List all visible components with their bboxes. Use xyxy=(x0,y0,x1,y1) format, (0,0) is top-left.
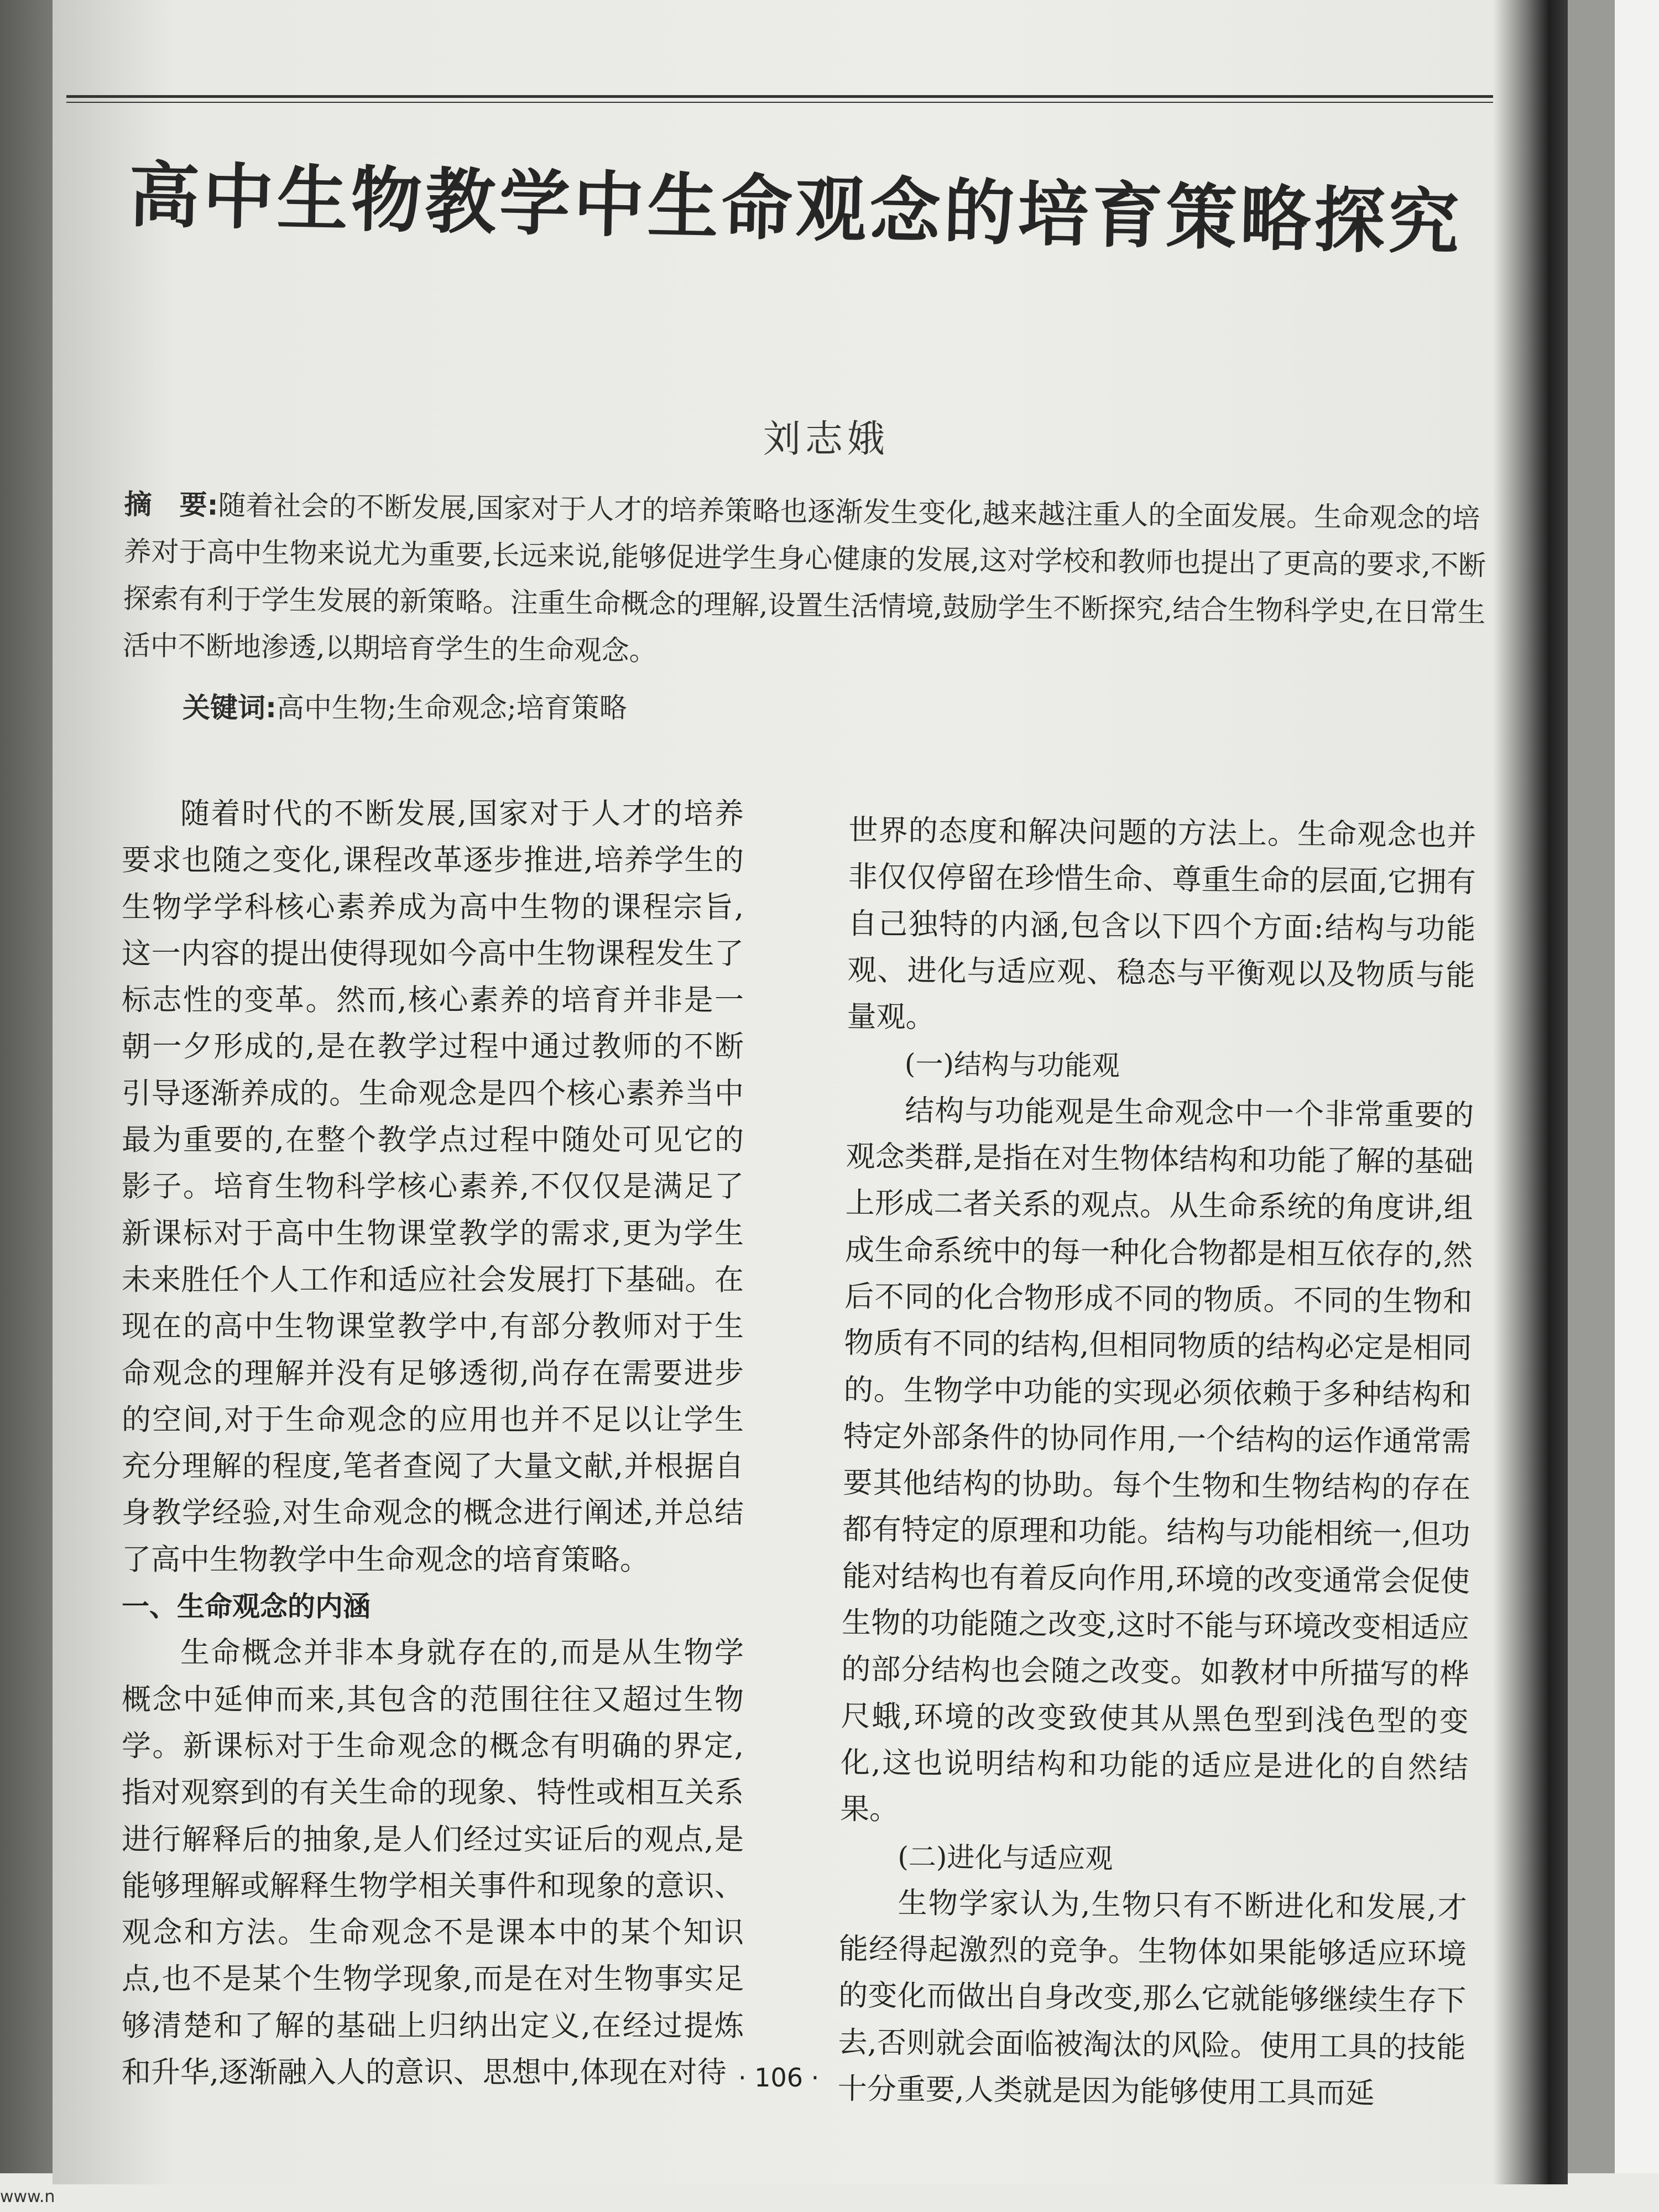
section-heading-1: 一、生命观念的内涵 xyxy=(122,1590,371,1623)
header-rule-thick xyxy=(66,95,1493,98)
abstract xyxy=(122,481,1490,684)
keywords xyxy=(182,686,1288,726)
abstract-label: 摘 要: xyxy=(124,488,218,521)
right-paragraph-evolution-adaptation: 生物学家认为,生物只有不断进化和发展,才能经得起激烈的竞争。生物体如果能够适应环境的变化而做出自身改变,那么它就能够继续生存下去,否则就会面临被淘汰的风险。使用工具的技能十分重要,人类就是因为能够使用工具而延 xyxy=(837,1886,1467,2111)
right-paragraph-structure-function: 结构与功能观是生命观念中一个非常重要的观念类群,是指在对生物体结构和功能了解的基础上形成二者关系的观点。从生命系统的角度讲,组成生命系统中的每一种化合物都是相互依存的,然后不同的化合物形成不同的物质。不同的生物和物质有不同的结构,但相同物质的结构必定是相同的。生物学中功能的实现必须依赖于多种结构和特定外部条件的协同作用,一个结构的运作通常需要其他结构的协助。每个生物和生物结构的存在都有特定的原理和功能。结构与功能相统一,但功能对结构也有着反向作用,环境的改变通常会促使生物的功能随之改变,这时不能与环境改变相适应的部分结构也会随之改变。如教材中所描写的桦尺蛾,环境的改变致使其从黑色型到浅色型的变化,这也说明结构和功能的适应是进化的自然结果。 xyxy=(839,1093,1474,1827)
left-column xyxy=(122,791,744,2096)
left-paragraph-intro: 随着时代的不断发展,国家对于人才的培养要求也随之变化,课程改革逐步推进,培养学生的生物学学科核心素养成为高中生物的课程宗旨,这一内容的提出使得现如今高中生物课程发生了标志性的变革。然而,核心素养的培育并非是一朝一夕形成的,是在教学过程中通过教师的不断引导逐渐养成的。生命观念是四个核心素养当中最为重要的,在整个教学点过程中随处可见它的影子。培育生物科学核心素养,不仅仅是满足了新课标对于高中生物课堂教学的需求,更为学生未来胜任个人工作和适应社会发展打下基础。在现在的高中生物课堂教学中,有部分教师对于生命观念的理解并没有足够透彻,尚存在需要进步的空间,对于生命观念的应用也并不足以让学生充分理解的程度,笔者查阅了大量文献,并根据自身教学经验,对生命观念的概念进行阐述,并总结了高中生物教学中生命观念的培育策略。 xyxy=(122,797,744,1577)
header-rule-thin xyxy=(66,102,1493,103)
abstract-text: 随着社会的不断发展,国家对于人才的培养策略也逐渐发生变化,越来越注重人的全面发展。生命观念的培养对于高中生物来说尤为重要,长远来说,能够促进学生身心健康的发展,这对学校和教师也提出了更高的要求,不断探索有利于学生发展的新策略。注重生命概念的理解,设置生活情境,鼓励学生不断探究,结合生物科学史,在日常生活中不断地渗透,以期培育学生的生命观念。 xyxy=(122,489,1486,667)
right-column xyxy=(837,807,1477,2118)
url-fragment: www.n xyxy=(0,2187,55,2206)
author-name: 刘志娥 xyxy=(763,418,890,461)
subsection-heading-structure-function: (一)结构与功能观 xyxy=(904,1048,1120,1082)
left-paragraph-definition: 生命概念并非本身就存在的,而是从生物学概念中延伸而来,其包含的范围往往又超过生物学。新课标对于生命观念的概念有明确的界定,指对观察到的有关生命的现象、特性或相互关系进行解释后的抽象,是人们经过实证后的观点,是能够理解或解释生物学相关事件和现象的意识、观念和方法。生命观念不是课本中的某个知识点,也不是某个生物学现象,而是在对生物事实足够清楚和了解的基础上归纳出定义,在经过提炼和升华,逐渐融入人的意识、思想中,体现在对待 xyxy=(122,1636,744,2090)
keywords-text: 高中生物;生命观念;培育策略 xyxy=(276,692,627,724)
keywords-label: 关键词: xyxy=(182,692,276,724)
article-title: 高中生物教学中生命观念的培育策略探究 xyxy=(128,154,1463,265)
right-paragraph-continued: 世界的态度和解决问题的方法上。生命观念也并非仅仅停留在珍惜生命、尊重生命的层面,它拥有自己独特的内涵,包含以下四个方面:结构与功能观、进化与适应观、稳态与平衡观以及物质与能量观。 xyxy=(847,813,1477,1035)
desk-background-right xyxy=(1615,0,1659,2212)
binding-shadow xyxy=(1493,0,1568,2184)
page-number: · 106 · xyxy=(738,2063,820,2093)
subsection-heading-evolution-adaptation: (二)进化与适应观 xyxy=(898,1840,1113,1875)
